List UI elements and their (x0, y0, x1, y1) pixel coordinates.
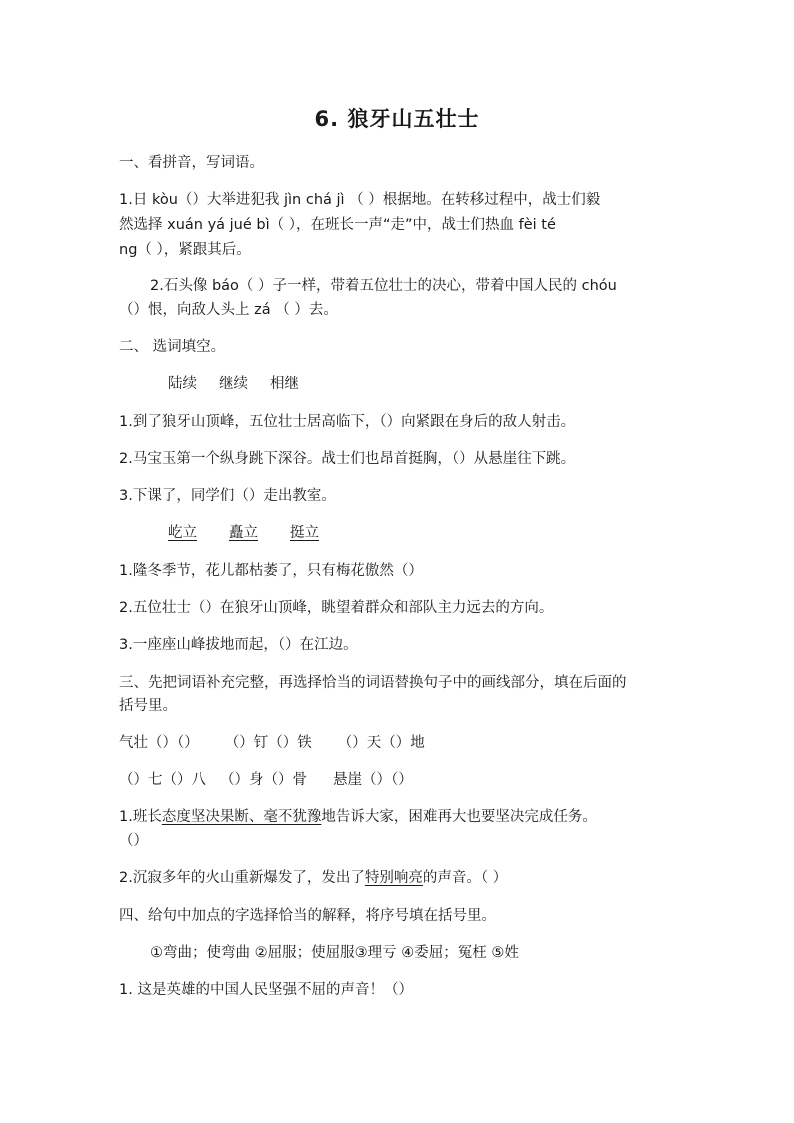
s1-q2-line1: 2.石头像 báo（ ）子一样，带着五位壮士的决心，带着中国人民的 chóu (150, 278, 617, 294)
word-option: 继续 (219, 376, 248, 392)
s1-q1-line2: 然选择 xuán yá jué bì（ ），在班长一声“走”中，战士们热血 fèi té (119, 217, 556, 233)
s2-a3: 3.下课了，同学们（）走出教室。 (119, 488, 336, 504)
s2-b1: 1.隆冬季节，花儿都枯萎了，只有梅花傲然（） (119, 563, 423, 579)
s2-b2: 2.五位壮士（）在狼牙山顶峰，眺望着群众和部队主力远去的方向。 (119, 600, 554, 616)
s2-a1: 1.到了狼牙山顶峰，五位壮士居高临下，（）向紧跟在身后的敌人射击。 (119, 414, 576, 430)
word-option: 矗立 (229, 525, 258, 541)
s2-b3: 3.一座座山峰拔地而起，（）在江边。 (119, 637, 358, 653)
s1-q2-line2: （）恨，向敌人头上 zá （ ）去。 (119, 302, 338, 318)
section-3-heading-line2: 括号里。 (119, 698, 177, 714)
s1-q1-line1: 1.日 kòu（）大举进犯我 jìn chá jì （ ）根据地。在转移过程中，战士们毅 (119, 192, 601, 208)
s1-q1-line3: ng（ ），紧跟其后。 (119, 242, 251, 258)
idiom-blank: 气壮（）（） (119, 735, 199, 751)
idiom-blank: 悬崖（）（） (333, 772, 413, 788)
word-option: 屹立 (168, 525, 197, 541)
word-option: 挺立 (290, 525, 319, 541)
idiom-blank: （）身（）骨 (220, 772, 307, 788)
idiom-blank: （）天（）地 (337, 735, 425, 751)
idiom-row-1 (119, 733, 425, 753)
s3-q1-line1: 1.班长态度坚决果断、毫不犹豫地告诉大家，困难再大也要坚决完成任务。 (119, 809, 597, 825)
idiom-row-2 (119, 770, 413, 790)
word-option: 陆续 (168, 376, 197, 392)
section-4-heading: 四、给句中加点的字选择恰当的解释，将序号填在括号里。 (119, 908, 496, 924)
s2-a2: 2.马宝玉第一个纵身跳下深谷。战士们也昂首挺胸，（）从悬崖往下跳。 (119, 451, 576, 467)
section-3-heading-line1: 三、先把词语补充完整，再选择恰当的词语替换句子中的画线部分，填在后面的 (119, 675, 627, 691)
underlined-phrase: 态度坚决果断、毫不犹豫 (161, 809, 322, 825)
definition-options: ①弯曲；使弯曲 ②屈服；使屈服③理亏 ④委屈；冤枉 ⑤姓 (150, 945, 519, 961)
s4-q1: 1. 这是英雄的中国人民坚强不屈的声音！（） (119, 982, 413, 998)
word-bank-b (168, 523, 319, 543)
idiom-blank: （）七（）八 (119, 772, 206, 788)
underlined-phrase: 特别响亮 (364, 870, 423, 886)
section-1-heading: 一、看拼音，写词语。 (119, 155, 264, 171)
s3-q1-line2: （） (119, 833, 148, 849)
word-bank-a (168, 374, 299, 394)
page-title: 6. 狼牙山五壮士 (314, 107, 480, 131)
word-option: 相继 (270, 376, 299, 392)
idiom-blank: （）钉（）铁 (224, 735, 312, 751)
s3-q2: 2.沉寂多年的火山重新爆发了，发出了特别响亮的声音。（ ） (119, 870, 508, 886)
section-2-heading: 二、 选词填空。 (119, 339, 226, 355)
